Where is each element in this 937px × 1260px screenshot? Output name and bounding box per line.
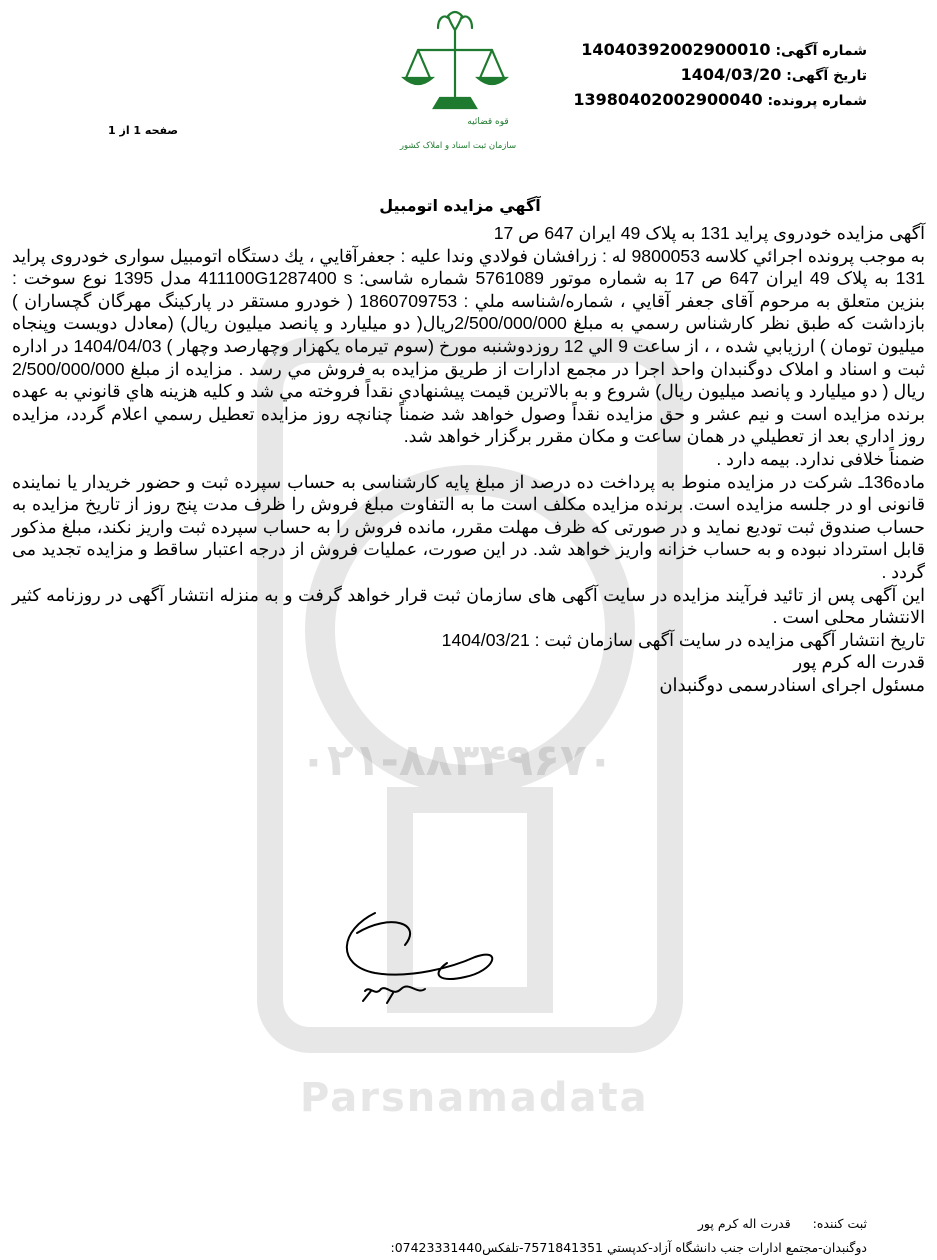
- ad-date-label: تاریخ آگهی:: [786, 68, 867, 84]
- paragraph-main: به موجب پرونده اجرائي كلاسه 9800053 له : زرافشان فولادي وندا عليه : جعفرآقايي ، يك دستگاه اتومبيل سواری خودروی پراید 131 به پلاک 49 ایران 647 ص 17 به شماره موتور 5761089 شماره شاسی: 411100G1287400 s مدل 1395 نوع سوخت : بنزین متعلق به مرحوم آقای جعفر آقايي ، شماره/شناسه ملي : 1860709753 ( خودرو مستقر در پاركینگ مهرگان گچساران ) بازداشت كه طبق نظر كارشناس رسمي به مبلغ 2/500/000/000ريال( دو میلیارد و پانصد میلیون ريال) (معادل دویست وپنجاه میلیون تومان ) ارزيابي شده ، ، از ساعت 9 الي 12 روزدوشنبه مورخ (سوم تیرماه یکهزار وچهارصد وچهار ) 1404/04/03 در اداره ثبت و اسناد و املاک دوگنبدان واحد اجرا در مجمع ادارات از طريق مزايده به فروش مي رسد . مزايده از مبلغ 2/500/000/000 ريال ( دو میلیارد و پانصد میلیون ريال) شروع و به بالاترين قيمت پيشنهادي نقداً فروخته مي شد و كليه هزينه هاي قانوني به عهده برنده مزايده است و نيم عشر و حق مزايده نقداً وصول خواهد شد ضمناً چنانچه روز مزايده تعطيل رسمي اعلام گردد، مزايده روز اداري بعد از تعطيلي در همان ساعت و مكان مقرر برگزار خواهد شد.: [12, 245, 926, 447]
- watermark-site: Parsnamadata: [300, 1075, 649, 1121]
- registrar-label: ثبت کننده:: [812, 1216, 867, 1231]
- registrar-name: قدرت اله کرم پور: [697, 1216, 791, 1231]
- paragraph-publication: این آگهی پس از تائید فرآیند مزایده در سایت آگهی های سازمان ثبت قرار خواهد گرفت و به منزله انتشار آگهی در روزنامه کثیر الانتشار محلی است .: [12, 584, 925, 628]
- case-number-row: [507, 88, 867, 113]
- signatory-name: قدرت اله کرم پور: [793, 652, 925, 673]
- ad-metadata: [507, 38, 867, 113]
- ad-number: 14040392002900010: [581, 40, 771, 59]
- judiciary-emblem: [380, 6, 530, 156]
- ad-date-row: [507, 63, 867, 88]
- ad-date: 1404/03/20: [680, 65, 782, 84]
- watermark-phone: ۰۲۱-۸۸۳۴۹۶۷۰: [300, 735, 614, 786]
- signatory-position: مسئول اجرای اسنادرسمی دوگنبدان: [659, 674, 925, 695]
- ad-number-label: شماره آگهی:: [775, 43, 867, 59]
- paragraph-note: ضمناً خلافی ندارد. بیمه دارد .: [716, 448, 925, 469]
- document-body: [12, 222, 925, 696]
- paragraph-subject: آگهی مزایده خودروی پراید 131 به پلاک 49 ایران 647 ص 17: [493, 223, 925, 243]
- emblem-line1: قوه قضائیه: [467, 117, 509, 127]
- footer-address: دوگنبدان-مجتمع ادارات جنب دانشگاه آزاد-كدپستي 7571841351-تلفكس07423331440:: [390, 1240, 867, 1255]
- case-number: 13980402002900040: [573, 90, 763, 109]
- paragraph-article-136: ماده136ـ شرکت در مزایده منوط به پرداخت ده درصد از مبلغ پایه کارشناسی به حساب سپرده ثبت و حضور خریدار یا نماینده قانونی او در جلسه مزایده است. برنده مزایده مکلف است ما به التفاوت مبلغ فروش را ظرف مدت پنج روز از تاریخ مزایده به حساب صندوق ثبت تودیع نماید و در صورتی که ظرف مهلت مقرر، مانده فروش را به حساب سپرده ثبت واریز نکند، مبلغ مذکور قابل استرداد نبوده و به حساب خزانه واریز خواهد شد. در این صورت، عملیات فروش از درجه اعتبار ساقط و مزایده تجدید می گردد .: [12, 471, 925, 582]
- document-title: آگهي مزايده اتومبيل: [379, 196, 541, 215]
- signature: [335, 905, 510, 1020]
- footer-registrar: [12, 1216, 867, 1231]
- ad-number-row: [507, 38, 867, 63]
- page-indicator: صفحه 1 از 1: [108, 124, 179, 137]
- paragraph-publish-date: تاریخ انتشار آگهی مزایده در سایت آگهی سازمان ثبت : 1404/03/21: [441, 629, 925, 650]
- case-number-label: شماره پرونده:: [767, 93, 867, 109]
- emblem-line2: سازمان ثبت اسناد و املاک کشور: [399, 141, 517, 151]
